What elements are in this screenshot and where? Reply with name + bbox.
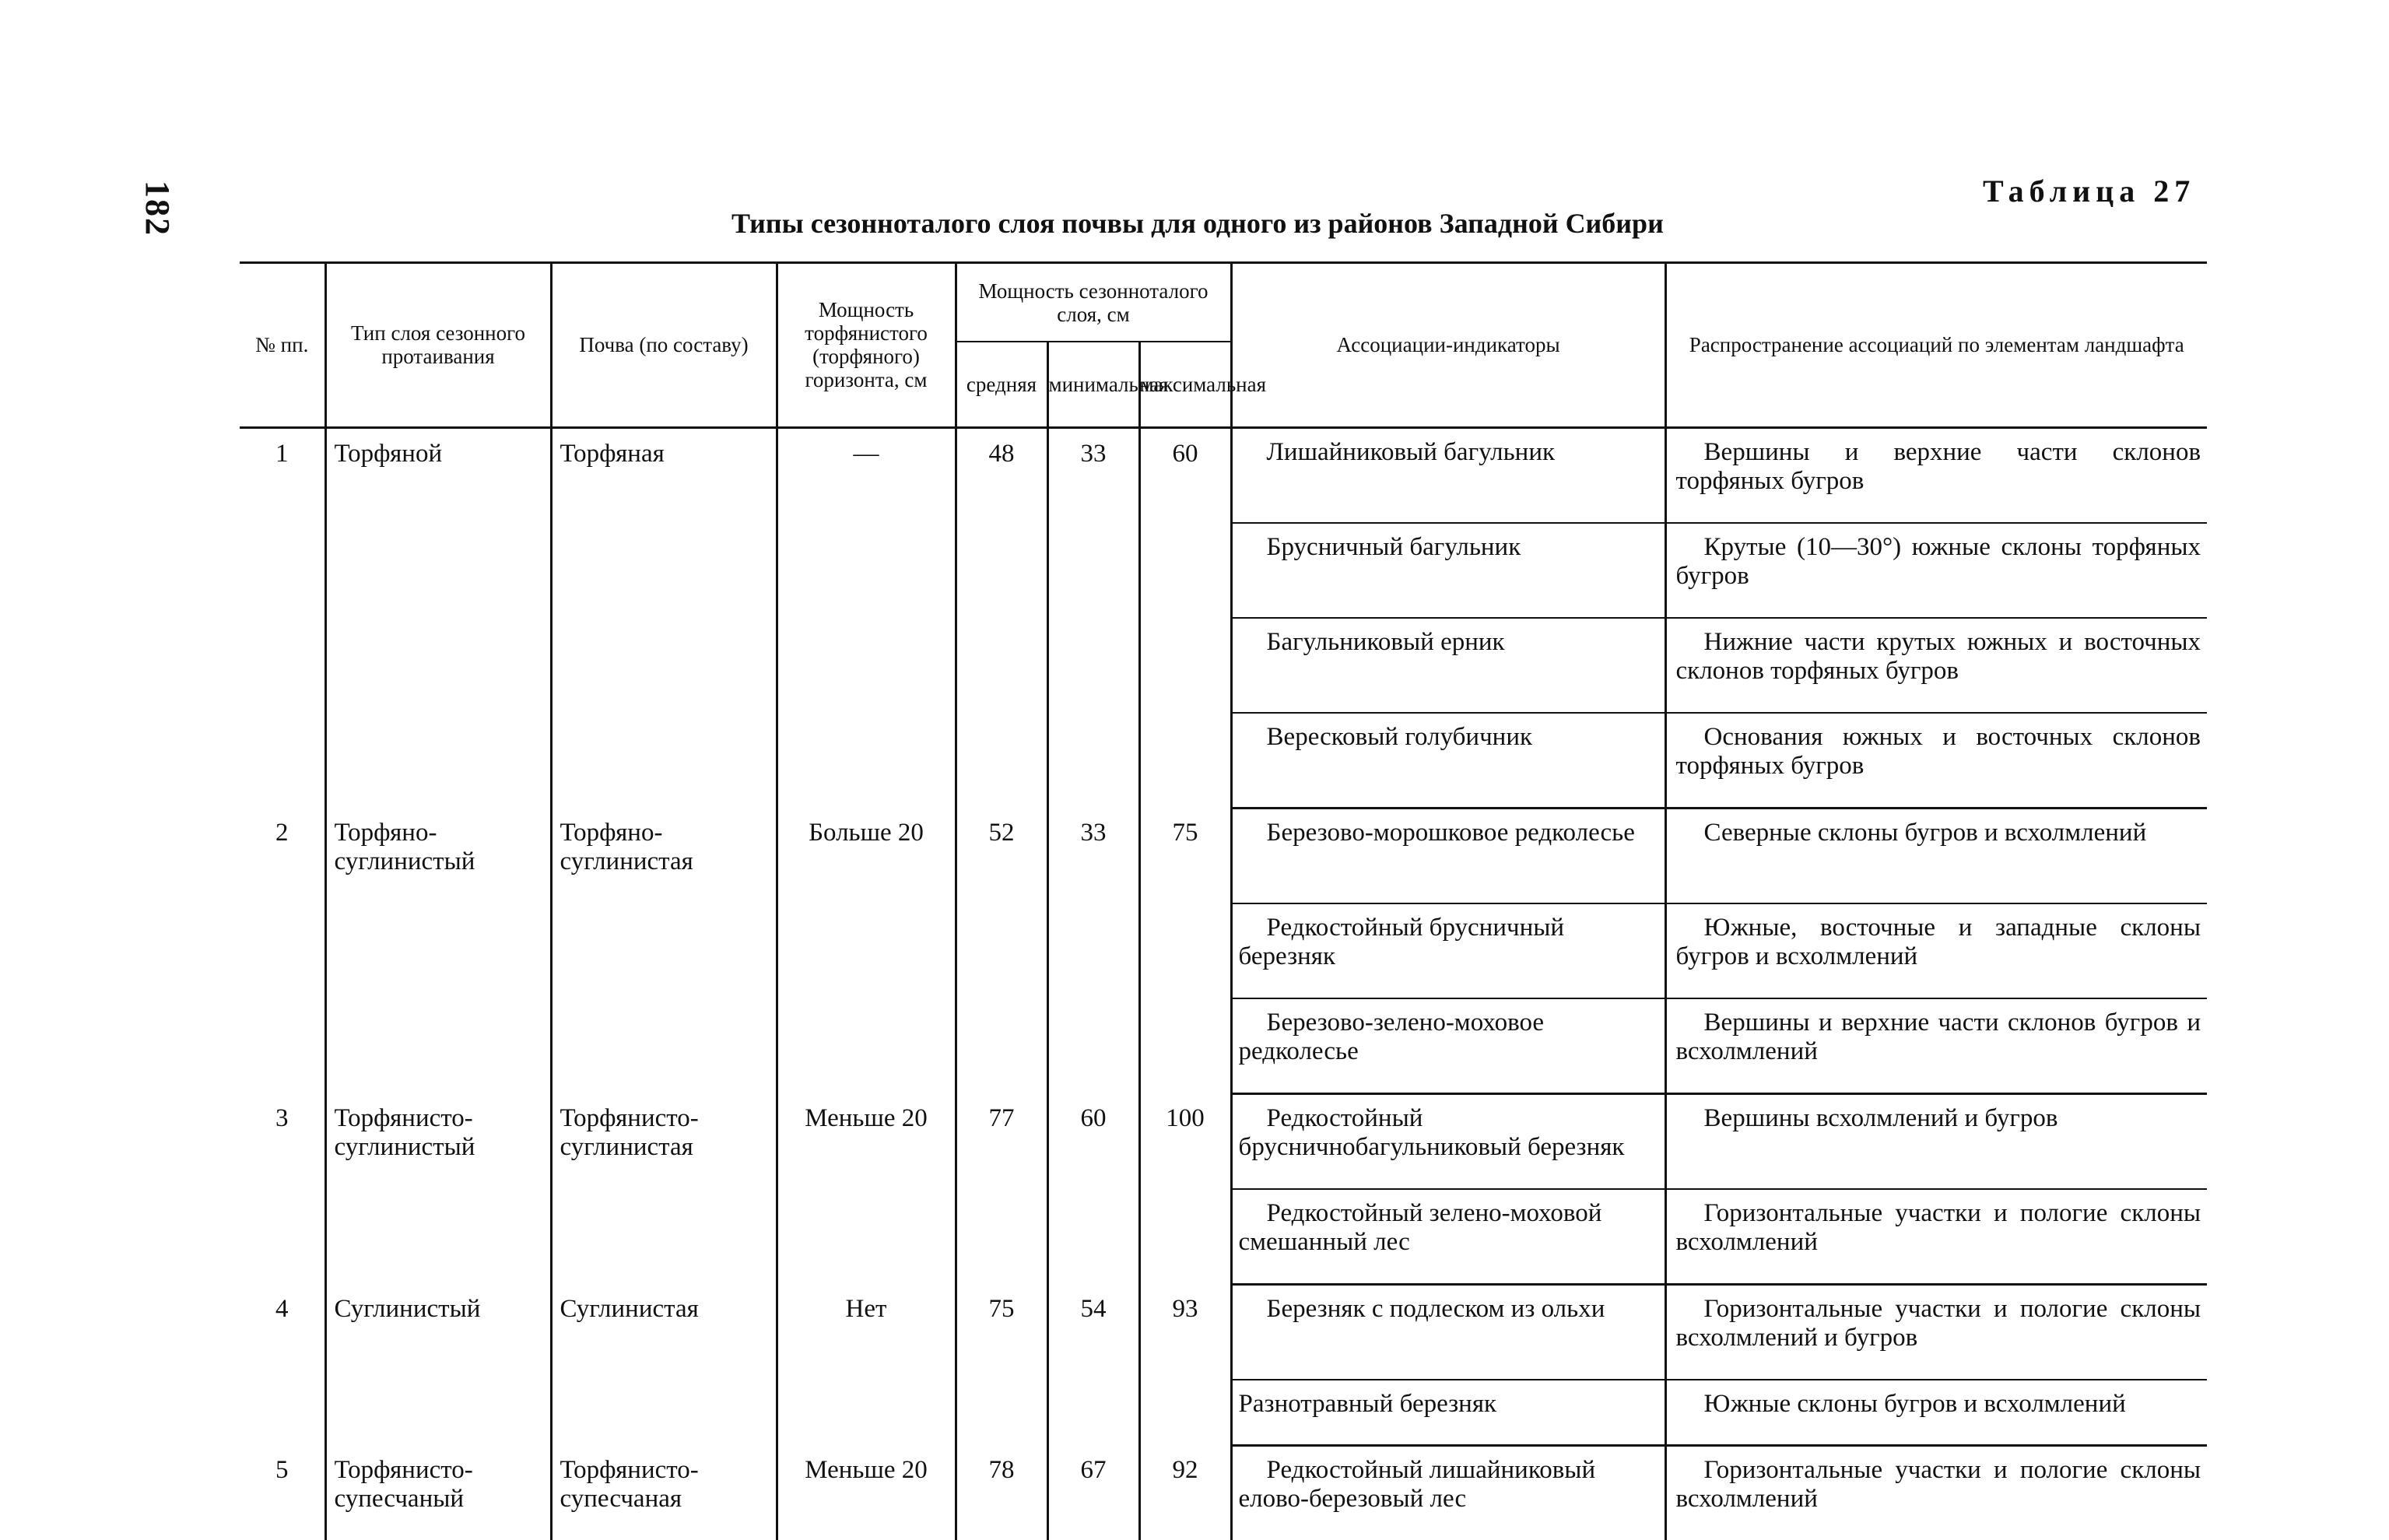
row-num: 3 — [240, 1093, 325, 1284]
row-max: 92 — [1139, 1445, 1231, 1540]
table-row — [240, 1284, 2207, 1380]
row-layer-type: Торфяно-суглинистый — [325, 808, 551, 1093]
row-avg: 75 — [956, 1284, 1047, 1445]
row-soil: Торфяно-суглинистая — [551, 808, 777, 1093]
header-thaw-thickness: Мощность сезонноталого слоя, см — [956, 264, 1231, 342]
header-max: максимальная — [1139, 342, 1231, 427]
association-name: Березово-зелено-моховое редколесье — [1231, 998, 1665, 1094]
table-row — [240, 1445, 2207, 1540]
data-table — [240, 261, 2207, 1540]
association-name: Вересковый голубичник — [1231, 713, 1665, 809]
page-number: 182 — [139, 181, 177, 237]
row-peat-thickness: Меньше 20 — [777, 1093, 956, 1284]
row-min: 67 — [1047, 1445, 1139, 1540]
row-num: 5 — [240, 1445, 325, 1540]
row-peat-thickness: Нет — [777, 1284, 956, 1445]
row-layer-type: Торфянисто-суглинистый — [325, 1093, 551, 1284]
association-name: Березняк с подлеском из ольхи — [1231, 1284, 1665, 1380]
row-max: 93 — [1139, 1284, 1231, 1445]
row-layer-type: Суглинистый — [325, 1284, 551, 1445]
header-avg: средняя — [956, 342, 1047, 427]
header-distribution: Распространение ассоциаций по элементам ландшафта — [1665, 264, 2207, 427]
header-type: Тип слоя сезонного протаивания — [325, 264, 551, 427]
row-min: 60 — [1047, 1093, 1139, 1284]
association-distribution: Крутые (10—30°) южные склоны торфяных бугров — [1665, 523, 2207, 618]
header-peat-thickness: Мощность торфянистого (торфяного) горизонта, см — [777, 264, 956, 427]
row-avg: 78 — [956, 1445, 1047, 1540]
row-num: 2 — [240, 808, 325, 1093]
row-layer-type: Торфяной — [325, 427, 551, 808]
row-avg: 48 — [956, 427, 1047, 808]
association-distribution: Северные склоны бугров и всхолмлений — [1665, 808, 2207, 903]
association-name: Лишайниковый багульник — [1231, 427, 1665, 523]
row-avg: 77 — [956, 1093, 1047, 1284]
association-distribution: Нижние части крутых южных и восточных склонов торфяных бугров — [1665, 618, 2207, 713]
row-soil: Суглинистая — [551, 1284, 777, 1445]
header-soil: Почва (по составу) — [551, 264, 777, 427]
row-layer-type: Торфянисто-супесчаный — [325, 1445, 551, 1540]
association-name: Багульниковый ерник — [1231, 618, 1665, 713]
header-min: минимальная — [1047, 342, 1139, 427]
association-distribution: Горизонтальные участки и пологие склоны всхолмлений и бугров — [1665, 1284, 2207, 1380]
association-name: Березово-морошковое редколесье — [1231, 808, 1665, 903]
association-distribution: Южные, восточные и западные склоны бугров и всхолмлений — [1665, 903, 2207, 998]
row-max: 75 — [1139, 808, 1231, 1093]
association-distribution: Вершины всхолмлений и бугров — [1665, 1093, 2207, 1189]
association-distribution: Южные склоны бугров и всхолмлений — [1665, 1380, 2207, 1446]
association-name: Редкостойный брусничный березняк — [1231, 903, 1665, 998]
table-row — [240, 427, 2207, 523]
row-num: 1 — [240, 427, 325, 808]
row-max: 60 — [1139, 427, 1231, 808]
row-min: 54 — [1047, 1284, 1139, 1445]
association-name: Редкостойный лишайниковый елово-березовый лес — [1231, 1445, 1665, 1540]
row-soil: Торфяная — [551, 427, 777, 808]
row-peat-thickness: Меньше 20 — [777, 1445, 956, 1540]
header-associations: Ассоциации-индикаторы — [1231, 264, 1665, 427]
association-name: Разнотравный березняк — [1231, 1380, 1665, 1446]
association-distribution: Вершины и верхние части склонов торфяных бугров — [1665, 427, 2207, 523]
row-min: 33 — [1047, 808, 1139, 1093]
row-min: 33 — [1047, 427, 1139, 808]
association-distribution: Горизонтальные участки и пологие склоны всхолмлений — [1665, 1189, 2207, 1285]
table-title: Типы сезонноталого слоя почвы для одного из районов Западной Сибири — [731, 208, 1664, 239]
association-distribution: Горизонтальные участки и пологие склоны всхолмлений — [1675, 1455, 2201, 1513]
header-num: № пп. — [240, 264, 325, 427]
row-soil: Торфянисто-супесчаная — [551, 1445, 777, 1540]
row-num: 4 — [240, 1284, 325, 1445]
row-peat-thickness: Больше 20 — [777, 808, 956, 1093]
association-name: Редкостойный зелено-моховой смешанный лес — [1231, 1189, 1665, 1285]
table-label: Таблица 27 — [1983, 174, 2196, 209]
row-avg: 52 — [956, 808, 1047, 1093]
table-row — [240, 808, 2207, 903]
row-peat-thickness: — — [777, 427, 956, 808]
association-distribution: Основания южных и восточных склонов торфяных бугров — [1665, 713, 2207, 809]
association-name: Брусничный багульник — [1231, 523, 1665, 618]
row-max: 100 — [1139, 1093, 1231, 1284]
association-distribution: Вершины и верхние части склонов бугров и всхолмлений — [1665, 998, 2207, 1094]
table-row — [240, 1093, 2207, 1189]
association-name: Редкостойный брусничнобагульниковый березняк — [1231, 1093, 1665, 1189]
row-soil: Торфянисто-суглинистая — [551, 1093, 777, 1284]
